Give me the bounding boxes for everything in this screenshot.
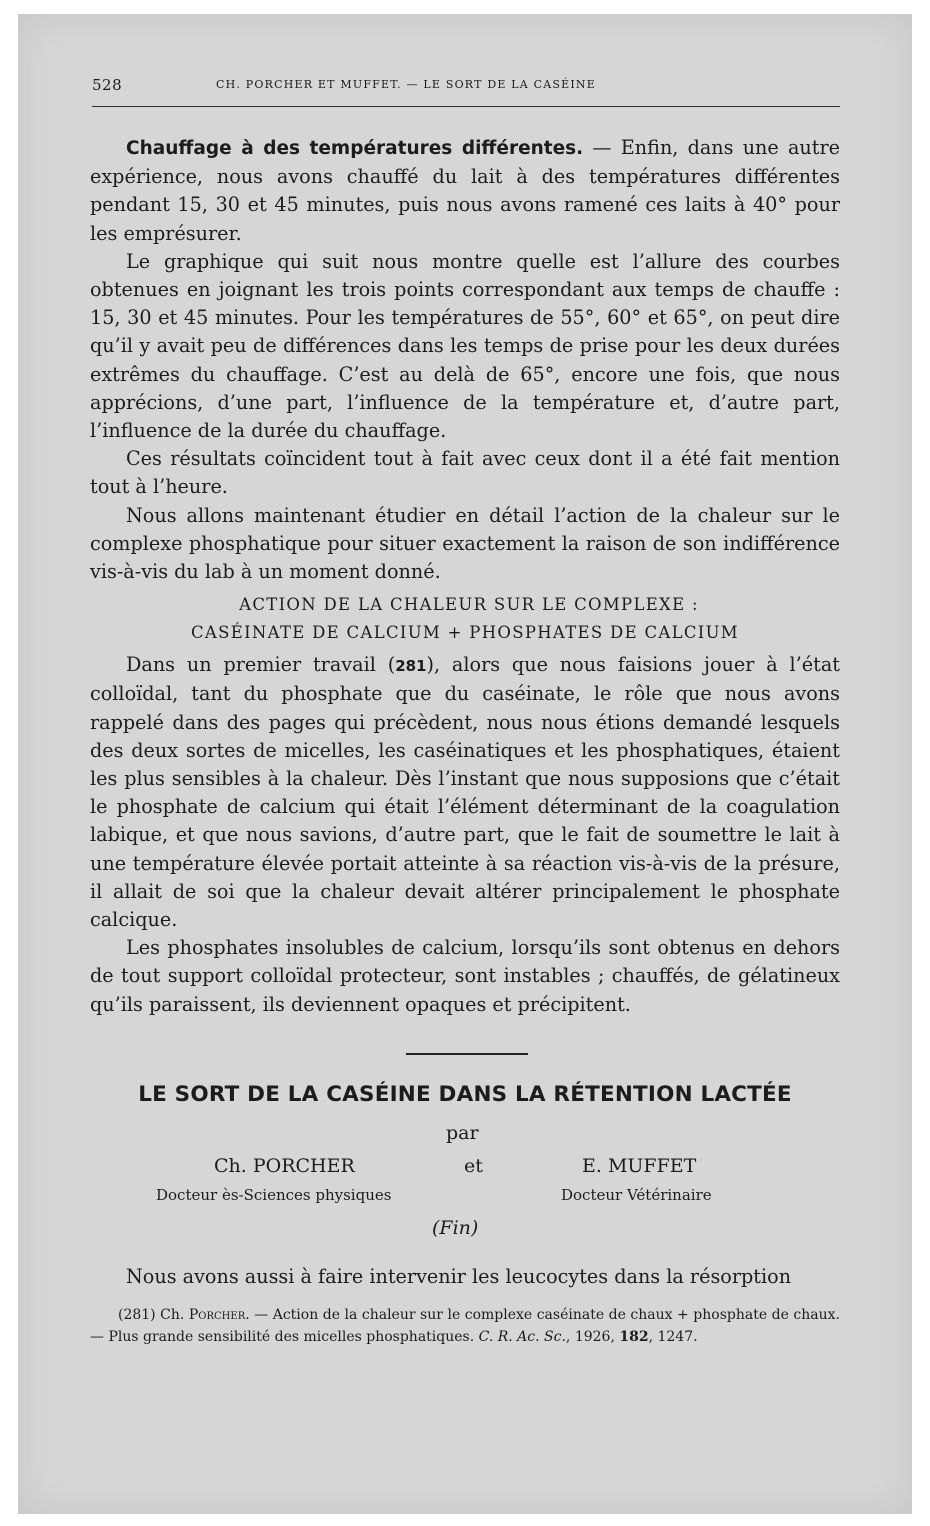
running-title: CH. PORCHER ET MUFFET. — LE SORT DE LA CASÉINE [216,78,596,91]
byline-par: par [446,1122,479,1144]
author-2: E. MUFFET [582,1155,697,1177]
footnote-volume: 182 [619,1329,649,1345]
paragraph-3: Ces résultats coïncident tout à fait avec ceux dont il a été fait mention tout à l’heure. [90,447,840,499]
footnote-text: — Action de la chaleur sur le complexe caséinate de chaux + phosphate de chaux. — Plus grande sensibilité des micelles phosphatiques. [90,1307,840,1345]
paragraph-5-text-a: Dans un premier travail ( [126,653,396,677]
fin-label: (Fin) [432,1217,479,1239]
main-text [90,134,840,1019]
footnote-author: Porcher. [188,1307,250,1323]
byline-et: et [464,1155,483,1177]
section-title [90,591,840,647]
author-2-credential: Docteur Vétérinaire [561,1186,712,1204]
footnote-journal: C. R. Ac. Sc. [478,1329,566,1345]
inline-heading: Chauffage à des températures différentes. [126,138,584,159]
header-rule [92,106,840,107]
footnote-reference[interactable]: 281 [395,657,427,676]
author-1-credential: Docteur ès-Sciences physiques [156,1186,392,1204]
section-divider [406,1053,528,1055]
article-title: LE SORT DE LA CASÉINE DANS LA RÉTENTION LACTÉE [138,1082,792,1107]
continuation-paragraph: Nous avons aussi à faire intervenir les leucocytes dans la résorption [126,1265,792,1288]
paragraph-5-text-b: ), alors que nous faisions jouer à l’état colloïdal, tant du phosphate que du caséinate, le rôle que nous avons rappelé dans des pages qui précèdent, nous nous étions demandé lesquels des deux sortes de micelles, les caséinatiques et les phosphatiques, étaient les plus sensibles à la chaleur. Dès l’instant que nous supposions que c’était le phosphate de calcium qui était l’élément déterminant de la coagulation labique, et que nous savions, d’autre part, que le fait de soumettre le lait à une température élevée portait atteinte à sa réaction vis-à-vis de la présure, il allait de soi que la chaleur devait altérer principalement le phosphate calcique. [90,653,840,932]
section-title-line-1: ACTION DE LA CHALEUR SUR LE COMPLEXE : [239,595,699,615]
footnote-number: (281) Ch. [118,1307,189,1323]
paragraph-1-text: — Enfin, dans une autre expérience, nous avons chauffé du lait à des températures différentes pendant 15, 30 et 45 minutes, puis nous avons ramené ces laits à 40° pour les emprésurer. [90,136,840,245]
author-1: Ch. PORCHER [214,1155,355,1177]
paragraph-5 [90,651,840,934]
paragraph-4: Nous allons maintenant étudier en détail l’action de la chaleur sur le complexe phosphatique pour situer exactement la raison de son indifférence vis-à-vis du lab à un moment donné. [90,503,840,584]
section-title-line-2: CASÉINATE DE CALCIUM + PHOSPHATES DE CALCIUM [190,623,739,643]
footnote-year: , 1926, [565,1329,620,1345]
page-number: 528 [92,76,123,94]
paragraph-6: Les phosphates insolubles de calcium, lorsqu’ils sont obtenus en dehors de tout support colloïdal protecteur, sont instables ; chauffés, de gélatineux qu’ils paraissent, ils deviennent opaques et précipitent. [90,936,840,1016]
paragraph-1 [90,134,840,248]
footnote-page: , 1247. [648,1329,698,1345]
paragraph-2: Le graphique qui suit nous montre quelle est l’allure des courbes obtenues en joignant les trois points correspondant aux temps de chauffe : 15, 30 et 45 minutes. Pour les températures de 55°, 60° et 65°, on peut dire qu’il y avait peu de différences dans les temps de prise pour les deux durées extrêmes du chauffage. C’est au delà de 65°, encore une fois, que nous apprécions, d’une part, l’influence de la température et, d’autre part, l’influence de la durée du chauffage. [90,249,840,443]
footnote [90,1304,840,1348]
